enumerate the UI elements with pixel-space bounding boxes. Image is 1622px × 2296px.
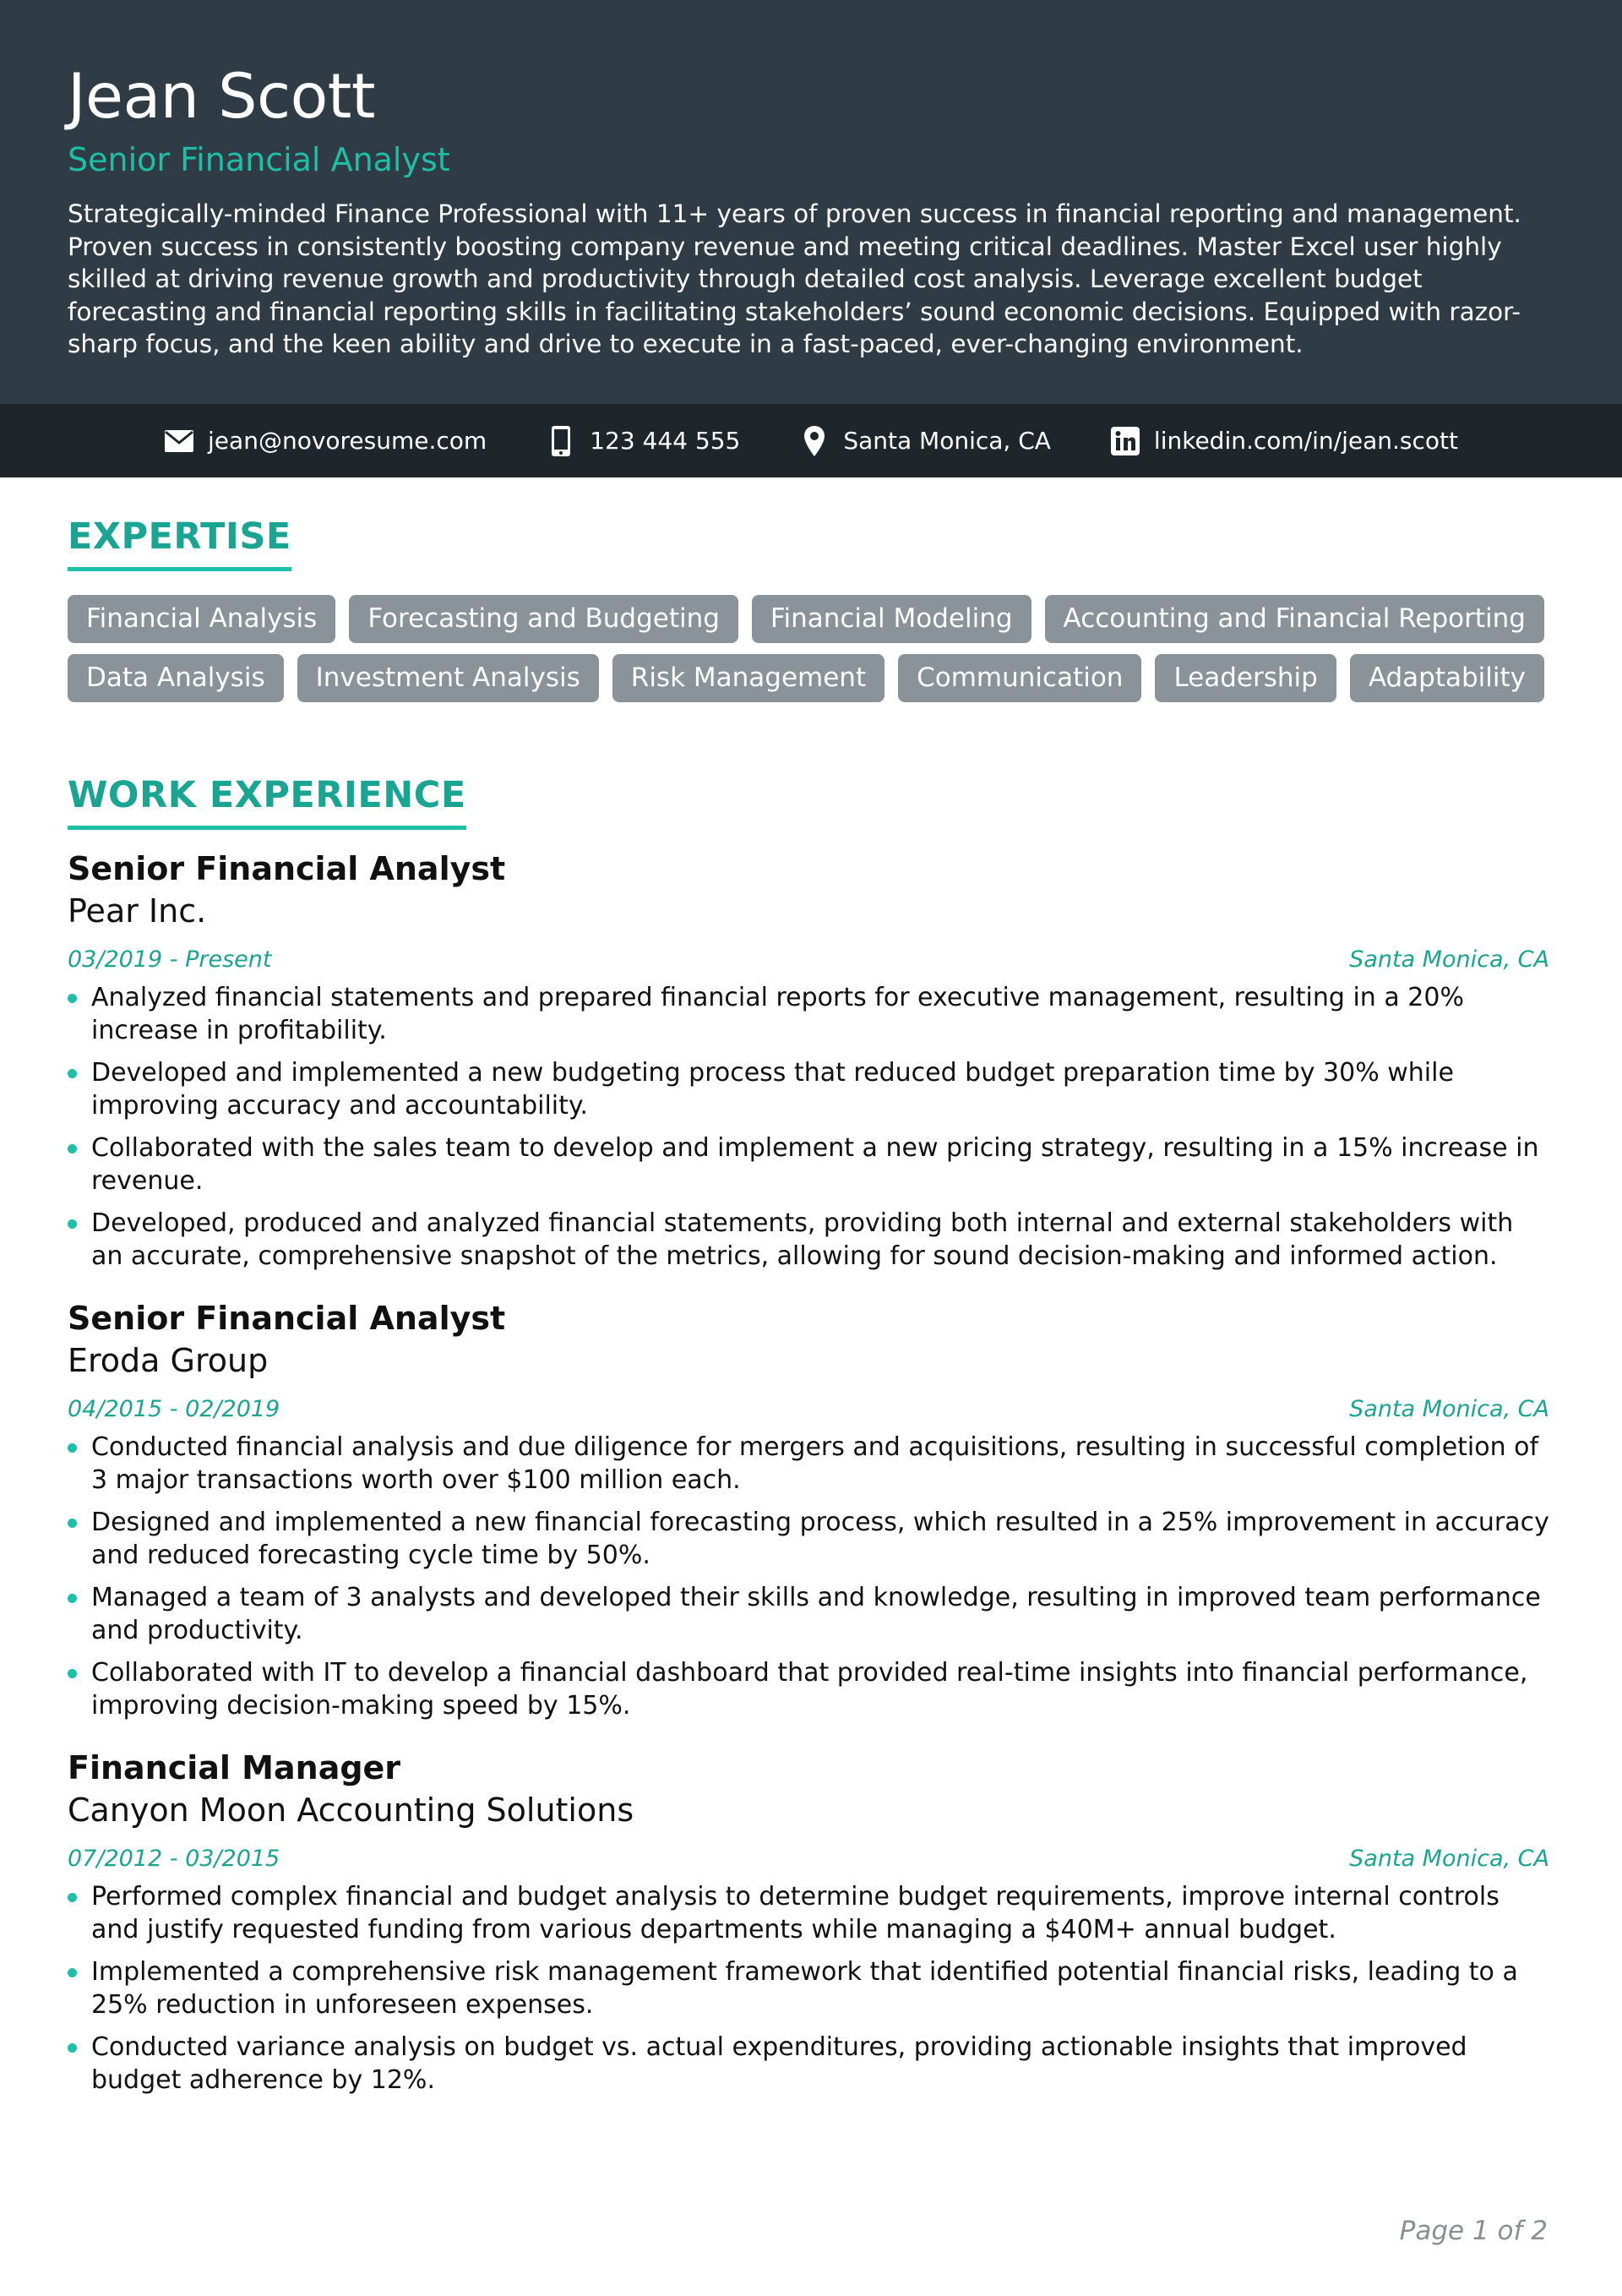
expertise-heading: EXPERTISE [68, 513, 291, 571]
skill-tag: Financial Modeling [752, 595, 1031, 643]
contact-email[interactable] [164, 426, 487, 456]
resume-body [68, 477, 1549, 2107]
contact-bar [0, 404, 1622, 477]
location-text: Santa Monica, CA [843, 427, 1051, 455]
job-bullet-text: Performed complex financial and budget analysis to determine budget requirements, improve internal controls and justify requested funding from various departments while managing a $40M+ annual budget. [91, 1882, 1500, 1944]
job-bullet-text: Analyzed financial statements and prepared financial reports for executive management, resulting in a 20% increase in profitability. [91, 983, 1464, 1045]
job-bullet-text: Developed and implemented a new budgeting process that reduced budget preparation time by 30% while improving accuracy and accountability. [91, 1058, 1454, 1121]
job-location: Santa Monica, CA [1349, 1396, 1549, 1422]
job-bullet [68, 1507, 1549, 1572]
job-bullet-text: Collaborated with IT to develop a financial dashboard that provided real-time insights into financial performance, improving decision-making speed by 15%. [91, 1658, 1528, 1721]
job-bullet-text: Collaborated with the sales team to develop and implement a new pricing strategy, resulting in a 15% increase in revenue. [91, 1133, 1539, 1196]
job-bullet [68, 1582, 1549, 1647]
job-entry [68, 848, 1549, 1273]
job-location: Santa Monica, CA [1349, 1846, 1549, 1872]
bullet-dot-icon [68, 1069, 77, 1078]
job-title: Senior Financial Analyst [68, 850, 506, 887]
job-dates: 03/2019 - Present [68, 946, 272, 973]
job-bullets [68, 1432, 1549, 1722]
bullet-dot-icon [68, 1219, 77, 1229]
contact-linkedin[interactable] [1110, 426, 1458, 456]
job-bullet-text: Designed and implemented a new financial forecasting process, which resulted in a 25% improvement in accuracy and reduced forecasting cycle time by 50%. [91, 1508, 1549, 1570]
job-bullets [68, 982, 1549, 1273]
envelope-icon [164, 426, 194, 456]
skill-tag: Forecasting and Budgeting [349, 595, 738, 643]
job-bullet-text: Conducted financial analysis and due diligence for mergers and acquisitions, resulting in successful completion of 3 major transactions worth over $100 million each. [91, 1432, 1539, 1495]
job-entry [68, 1298, 1549, 1722]
job-bullet [68, 1956, 1549, 2021]
page-number: Page 1 of 2 [1399, 2216, 1548, 2246]
job-title: Senior Financial Analyst [68, 1300, 506, 1337]
candidate-name: Jean Scott [68, 61, 376, 133]
job-bullet [68, 1881, 1549, 1946]
phone-text: 123 444 555 [590, 427, 741, 455]
resume-header [0, 0, 1622, 404]
job-bullet-text: Managed a team of 3 analysts and developed their skills and knowledge, resulting in improved team performance and productivity. [91, 1583, 1541, 1645]
job-dates: 07/2012 - 03/2015 [68, 1846, 280, 1872]
bullet-dot-icon [68, 1669, 77, 1678]
job-bullet [68, 2031, 1549, 2097]
job-company: Pear Inc. [68, 892, 207, 930]
job-meta [68, 1842, 1549, 1876]
job-bullet [68, 1657, 1549, 1722]
phone-icon [546, 426, 576, 456]
job-bullet-text: Conducted variance analysis on budget vs. actual expenditures, providing actionable insights that improved budget adherence by 12%. [91, 2032, 1467, 2095]
job-company: Canyon Moon Accounting Solutions [68, 1792, 634, 1829]
job-title: Financial Manager [68, 1749, 401, 1786]
job-bullet [68, 982, 1549, 1047]
bullet-dot-icon [68, 1893, 77, 1902]
skill-tag: Data Analysis [68, 654, 284, 702]
job-bullets [68, 1881, 1549, 2097]
email-text: jean@novoresume.com [208, 427, 487, 455]
job-bullet [68, 1132, 1549, 1197]
job-meta [68, 943, 1549, 977]
bullet-dot-icon [68, 1594, 77, 1603]
bullet-dot-icon [68, 2043, 77, 2053]
job-company: Eroda Group [68, 1342, 269, 1379]
job-bullet [68, 1208, 1549, 1273]
contact-phone[interactable] [546, 426, 740, 456]
bullet-dot-icon [68, 1968, 77, 1977]
job-bullet-text: Developed, produced and analyzed financial statements, providing both internal and external stakeholders with an accurate, comprehensive snapshot of the metrics, allowing for sound decision-making and informed action. [91, 1208, 1514, 1271]
job-meta [68, 1393, 1549, 1426]
job-bullet [68, 1432, 1549, 1497]
linkedin-text: linkedin.com/in/jean.scott [1153, 427, 1458, 455]
skill-tag: Communication [898, 654, 1141, 702]
job-entry [68, 1748, 1549, 2097]
skill-tag: Accounting and Financial Reporting [1045, 595, 1544, 643]
summary-text: Strategically-minded Finance Professional with 11+ years of proven success in financial reporting and management. Proven success in consistently boosting company revenue and meeting critical deadlines. Master Excel user highly skilled at driving revenue growth and productivity through detailed cost analysis. Leverage excellent budget forecasting and financial reporting skills in facilitating stakeholders’ sound economic decisions. Equipped with razor-sharp focus, and the keen ability and drive to execute in a fast-paced, ever-changing environment. [68, 199, 1521, 359]
jobs-list [68, 848, 1549, 2097]
skills-list [68, 595, 1549, 702]
contact-location [799, 426, 1051, 456]
skill-tag: Risk Management [612, 654, 884, 702]
job-location: Santa Monica, CA [1349, 946, 1549, 973]
candidate-title: Senior Financial Analyst [68, 141, 450, 178]
job-dates: 04/2015 - 02/2019 [68, 1396, 280, 1422]
job-bullet-text: Implemented a comprehensive risk management framework that identified potential financial risks, leading to a 25% reduction in unforeseen expenses. [91, 1957, 1518, 2020]
linkedin-icon [1110, 426, 1140, 456]
bullet-dot-icon [68, 1443, 77, 1453]
job-bullet [68, 1057, 1549, 1122]
skill-tag: Financial Analysis [68, 595, 335, 643]
skill-tag: Investment Analysis [297, 654, 599, 702]
bullet-dot-icon [68, 1519, 77, 1528]
skill-tag: Adaptability [1350, 654, 1544, 702]
work-experience-heading: WORK EXPERIENCE [68, 772, 466, 830]
skill-tag: Leadership [1155, 654, 1336, 702]
bullet-dot-icon [68, 1144, 77, 1153]
location-pin-icon [799, 426, 830, 456]
bullet-dot-icon [68, 994, 77, 1003]
